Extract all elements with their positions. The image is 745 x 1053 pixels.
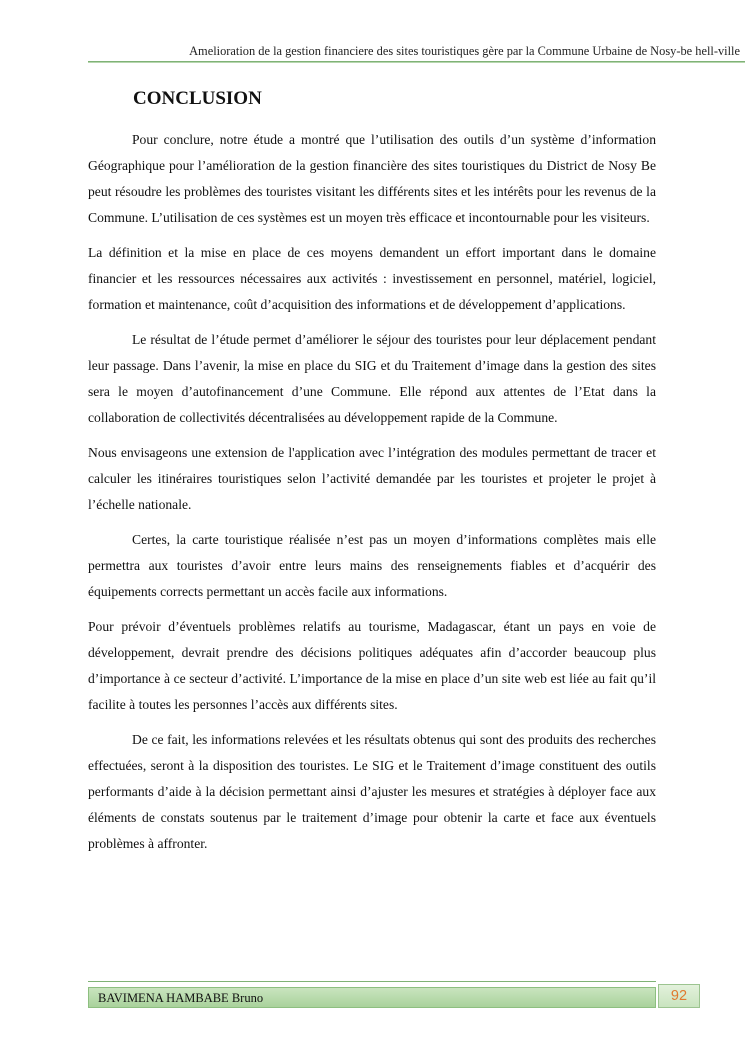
author-name: BAVIMENA HAMBABE Bruno xyxy=(98,991,264,1005)
paragraph: Certes, la carte touristique réalisée n’est pas un moyen d’informations complètes mais elle permettra aux touristes d’avoir entre leurs mains des renseignements fiables et d’acquérir des équipements corrects permettant un accès facile aux informations. xyxy=(88,532,656,599)
paragraph: De ce fait, les informations relevées et les résultats obtenus qui sont des produits des recherches effectuées, seront à la disposition des touristes. Le SIG et le Traitement d’image constituent des outils performants d’aide à la décision permettant ainsi d’ajuster les mesures et stratégies à déployer face aux éléments de constats soutenus par le traitement d’image pour obtenir la carte et face aux éventuels problèmes à affronter. xyxy=(88,732,656,851)
running-header: Amelioration de la gestion financiere des sites touristiques gère par la Commune Urbaine de Nosy-be hell-ville xyxy=(189,44,740,58)
paragraph: Pour conclure, notre étude a montré que l’utilisation des outils d’un système d’information Géographique pour l’amélioration de la gestion financière des sites touristiques du District de Nosy Be peut résoudre les problèmes des touristes visitant les différents sites et les intérêts pour les revenus de la Commune. L’utilisation de ces systèmes est un moyen très efficace et incontournable pour les visiteurs. xyxy=(88,132,656,225)
section-title: CONCLUSION xyxy=(133,88,262,109)
paragraph: Pour prévoir d’éventuels problèmes relatifs au tourisme, Madagascar, étant un pays en voie de développement, devrait prendre des décisions politiques adéquates afin d’accorder beaucoup plus d’importance à ce secteur d’activité. L’importance de la mise en place d’un site web est liée au fait qu’il facilite à toutes les personnes l’accès aux différents sites. xyxy=(88,619,656,712)
paragraph: Nous envisageons une extension de l'application avec l’intégration des modules permettant de tracer et calculer les itinéraires touristiques selon l’activité demandée par les touristes et projeter le projet à l’échelle nationale. xyxy=(88,445,656,512)
body-text xyxy=(88,127,656,866)
footer-bar xyxy=(88,987,656,1008)
page-number: 92 xyxy=(658,984,700,1008)
paragraph: La définition et la mise en place de ces moyens demandent un effort important dans le domaine financier et les ressources nécessaires aux activités : investissement en personnel, matériel, logiciel, formation et maintenance, coût d’acquisition des informations et de développement d’applications. xyxy=(88,245,656,312)
paragraph: Le résultat de l’étude permet d’améliorer le séjour des touristes pour leur déplacement pendant leur passage. Dans l’avenir, la mise en place du SIG et du Traitement d’image dans la gestion des sites sera le moyen d’autofinancement d’une Commune. Elle répond aux attentes de l’Etat dans la collaboration de collectivités décentralisées au développement rapide de la Commune. xyxy=(88,332,656,425)
footer-divider xyxy=(88,981,656,982)
header-divider xyxy=(88,61,745,62)
